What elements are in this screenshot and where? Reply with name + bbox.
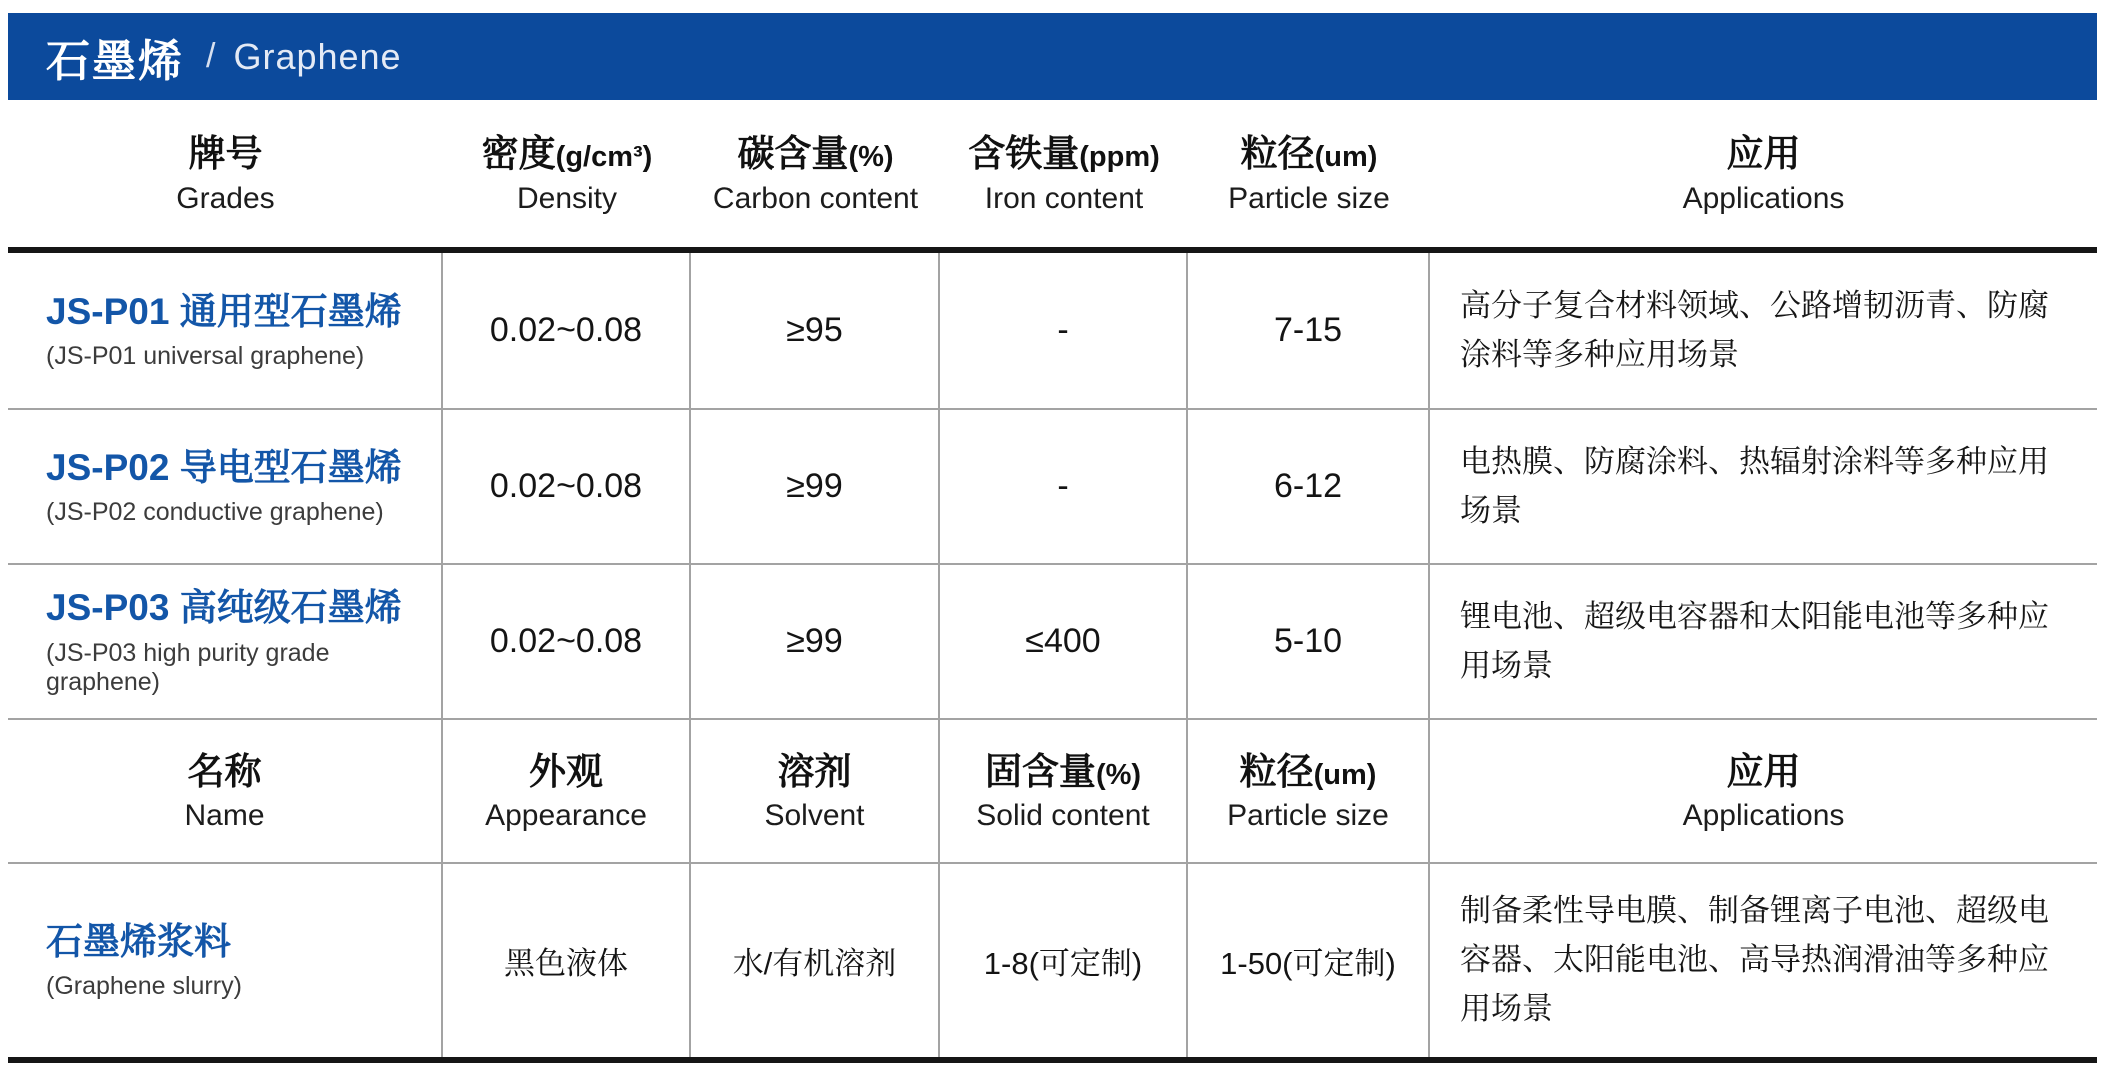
applications-cell <box>1430 864 2097 1057</box>
density-cell <box>443 565 691 718</box>
header-appearance-en: Appearance <box>485 799 647 833</box>
header-grades <box>8 100 443 247</box>
solvent-cell <box>691 864 940 1057</box>
header-name <box>8 720 443 862</box>
header-particle2-en: Particle size <box>1227 799 1389 833</box>
grade-name-en: (JS-P02 conductive graphene) <box>46 498 384 527</box>
particle-value: 5-10 <box>1273 622 1343 660</box>
section-title-en: Graphene <box>233 35 402 77</box>
grade-name-zh: JS-P03 高纯级石墨烯 <box>46 587 402 629</box>
grade-name-zh: JS-P01 通用型石墨烯 <box>46 290 402 332</box>
header-applications <box>1430 100 2097 247</box>
applications-text: 制备柔性导电膜、制备锂离子电池、超级电容器、太阳能电池、高导热润滑油等多种应用场景 <box>1460 893 2049 1026</box>
header-name-zh: 名称 <box>187 750 262 792</box>
density-value: 0.02~0.08 <box>489 622 643 660</box>
header-iron-content <box>940 100 1188 247</box>
grade-name-cell <box>8 253 443 408</box>
particle-cell <box>1188 410 1430 563</box>
header-iron-en: Iron content <box>984 181 1144 215</box>
header-particle-zh: 粒径 <box>1240 133 1315 175</box>
header-solvent-en: Solvent <box>764 799 865 833</box>
header-applications-2 <box>1430 720 2097 862</box>
header-solid-content <box>940 720 1188 862</box>
header-particle-size-2 <box>1188 720 1430 862</box>
header-density-unit: (g/cm³) <box>555 141 653 174</box>
appearance-cell <box>443 864 691 1057</box>
particle-cell <box>1188 253 1430 408</box>
particle-value: 7-15 <box>1273 311 1343 349</box>
header-applications2-en: Applications <box>1682 799 1845 833</box>
iron-value: ≤400 <box>1025 622 1101 660</box>
product-name-cell <box>8 864 443 1057</box>
header-carbon-unit: (%) <box>848 141 894 174</box>
carbon-value: ≥99 <box>786 467 843 505</box>
solid-content-cell <box>940 864 1188 1057</box>
particle-size-cell <box>1188 864 1430 1057</box>
applications-text: 锂电池、超级电容器和太阳能电池等多种应用场景 <box>1460 598 2049 683</box>
grade-name-cell <box>8 410 443 563</box>
header-density-en: Density <box>516 181 618 215</box>
product-name-en: (Graphene slurry) <box>46 972 242 1001</box>
carbon-cell <box>691 410 940 563</box>
iron-value: - <box>1057 467 1069 505</box>
header-solvent <box>691 720 940 862</box>
header-applications2-zh: 应用 <box>1726 750 1801 792</box>
carbon-cell <box>691 565 940 718</box>
solid-content-value: 1-8(可定制) <box>983 946 1143 981</box>
carbon-value: ≥99 <box>786 622 843 660</box>
header-particle-size <box>1188 100 1430 247</box>
particle-value: 6-12 <box>1273 467 1343 505</box>
powder-table-header-row <box>8 100 2097 247</box>
thick-divider-bottom <box>8 1057 2097 1063</box>
solvent-value: 水/有机溶剂 <box>732 946 897 981</box>
applications-text: 高分子复合材料领域、公路增韧沥青、防腐涂料等多种应用场景 <box>1460 287 2049 372</box>
table-row-slurry <box>8 862 2097 1057</box>
header-particle2-zh: 粒径 <box>1239 750 1314 792</box>
applications-cell <box>1430 565 2097 718</box>
header-particle-en: Particle size <box>1228 181 1390 215</box>
applications-text: 电热膜、防腐涂料、热辐射涂料等多种应用场景 <box>1460 443 2049 528</box>
header-applications-en: Applications <box>1682 181 1845 215</box>
appearance-value: 黑色液体 <box>504 946 628 981</box>
header-iron-zh: 含铁量 <box>968 133 1080 175</box>
grade-name-en: (JS-P01 universal graphene) <box>46 342 365 371</box>
header-iron-unit: (ppm) <box>1079 141 1160 174</box>
title-slash-separator: / <box>206 37 216 75</box>
table-row-jsp03 <box>8 563 2097 718</box>
iron-cell <box>940 410 1188 563</box>
header-appearance <box>443 720 691 862</box>
header-carbon-zh: 碳含量 <box>737 133 849 175</box>
header-density-zh: 密度 <box>481 133 556 175</box>
header-solvent-zh: 溶剂 <box>777 750 852 792</box>
grade-name-zh: JS-P02 导电型石墨烯 <box>46 446 402 488</box>
header-grades-zh: 牌号 <box>188 133 263 175</box>
grade-name-cell <box>8 565 443 718</box>
grade-name-en: (JS-P03 high purity grade graphene) <box>46 638 330 696</box>
density-value: 0.02~0.08 <box>489 311 643 349</box>
density-cell <box>443 410 691 563</box>
header-solid-unit: (%) <box>1095 758 1142 791</box>
iron-cell <box>940 253 1188 408</box>
density-cell <box>443 253 691 408</box>
applications-cell <box>1430 410 2097 563</box>
iron-value: - <box>1057 311 1069 349</box>
carbon-value: ≥95 <box>786 311 843 349</box>
carbon-cell <box>691 253 940 408</box>
applications-cell <box>1430 253 2097 408</box>
header-name-en: Name <box>184 799 265 833</box>
header-solid-zh: 固含量 <box>984 750 1096 792</box>
header-particle2-unit: (um) <box>1313 758 1377 791</box>
particle-size-value: 1-50(可定制) <box>1220 946 1396 981</box>
product-name-zh: 石墨烯浆料 <box>46 920 231 962</box>
header-carbon-content <box>691 100 940 247</box>
section-title-bar <box>8 13 2097 100</box>
header-applications-zh: 应用 <box>1726 133 1801 175</box>
header-grades-en: Grades <box>176 181 275 215</box>
iron-cell <box>940 565 1188 718</box>
table-row-jsp01 <box>8 253 2097 408</box>
slurry-table-header-row <box>8 718 2097 862</box>
header-solid-en: Solid content <box>976 799 1150 833</box>
particle-cell <box>1188 565 1430 718</box>
header-carbon-en: Carbon content <box>712 181 919 215</box>
section-title-zh: 石墨烯 <box>46 36 184 86</box>
table-row-jsp02 <box>8 408 2097 563</box>
header-appearance-zh: 外观 <box>529 750 603 792</box>
density-value: 0.02~0.08 <box>489 467 643 505</box>
header-density <box>443 100 691 247</box>
header-particle-unit: (um) <box>1314 141 1378 174</box>
